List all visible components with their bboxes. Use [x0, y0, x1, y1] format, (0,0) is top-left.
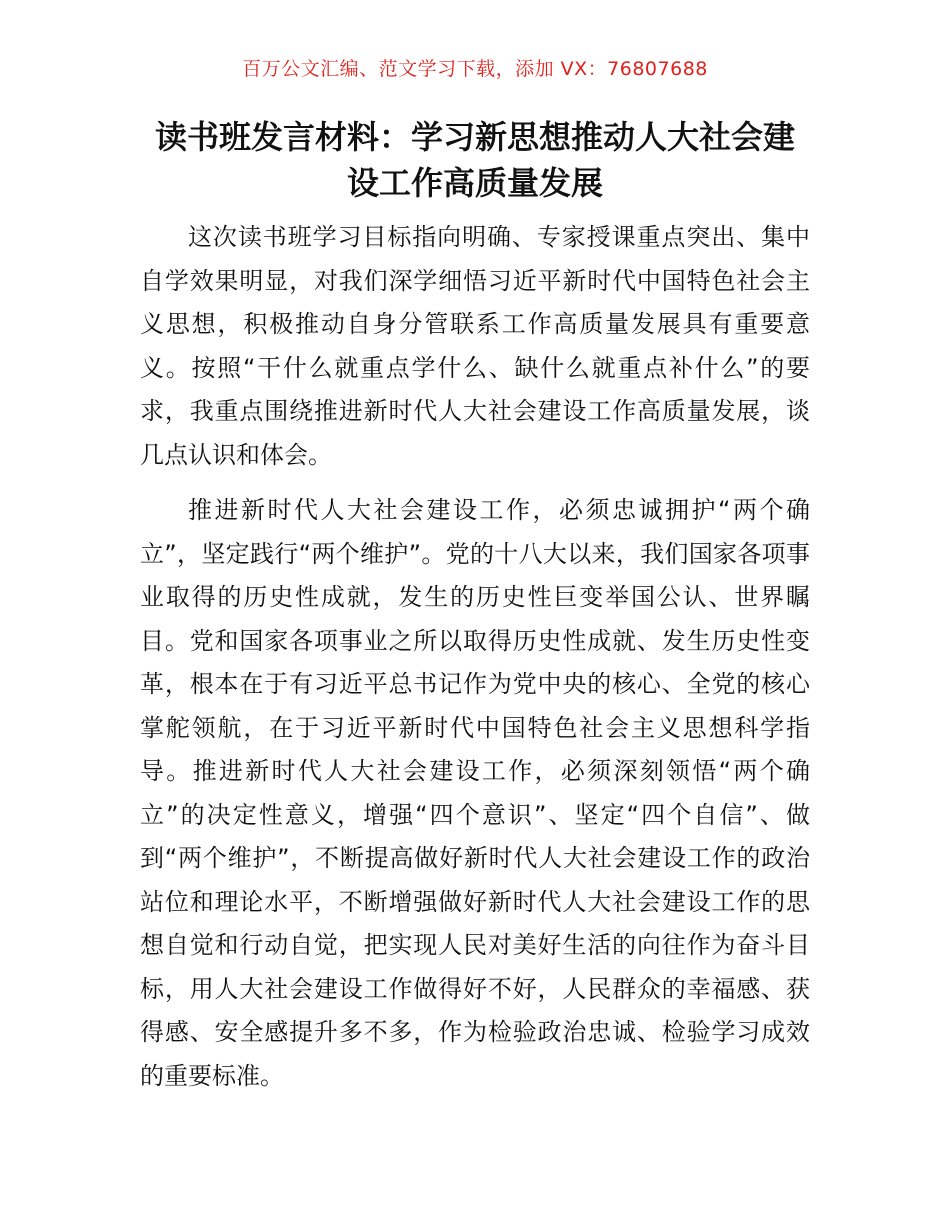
- paragraph-intro: 这次读书班学习目标指向明确、专家授课重点突出、集中自学效果明显，对我们深学细悟习近平新时代中国特色社会主义思想，积极推动自身分管联系工作高质量发展具有重要意义。按照“干什么就重点学什么、缺什么就重点补什么”的要求，我重点围绕推进新时代人大社会建设工作高质量发展，谈几点认识和体会。: [140, 223, 810, 469]
- document-body: [140, 216, 810, 1098]
- header-notice: 百万公文汇编、范文学习下载，添加 VX：76807688: [242, 58, 708, 80]
- document-title: 读书班发言材料：学习新思想推动人大社会建设工作高质量发展: [154, 118, 795, 202]
- paragraph-two-establishments: 推进新时代人大社会建设工作，必须忠诚拥护“两个确立”，坚定践行“两个维护”。党的十八大以来，我们国家各项事业取得的历史性成就，发生的历史性巨变举国公认、世界瞩目。党和国家各项事业之所以取得历史性成就、发生历史性变革，根本在于有习近平总书记作为党中央的核心、全党的核心掌舵领航，在于习近平新时代中国特色社会主义思想科学指导。推进新时代人大社会建设工作，必须深刻领悟“两个确立”的决定性意义，增强“四个意识”、坚定“四个自信”、做到“两个维护”，不断提高做好新时代人大社会建设工作的政治站位和理论水平，不断增强做好新时代人大社会建设工作的思想自觉和行动自觉，把实现人民对美好生活的向往作为奋斗目标，用人大社会建设工作做得好不好，人民群众的幸福感、获得感、安全感提升多不多，作为检验政治忠诚、检验学习成效的重要标准。: [140, 496, 810, 1090]
